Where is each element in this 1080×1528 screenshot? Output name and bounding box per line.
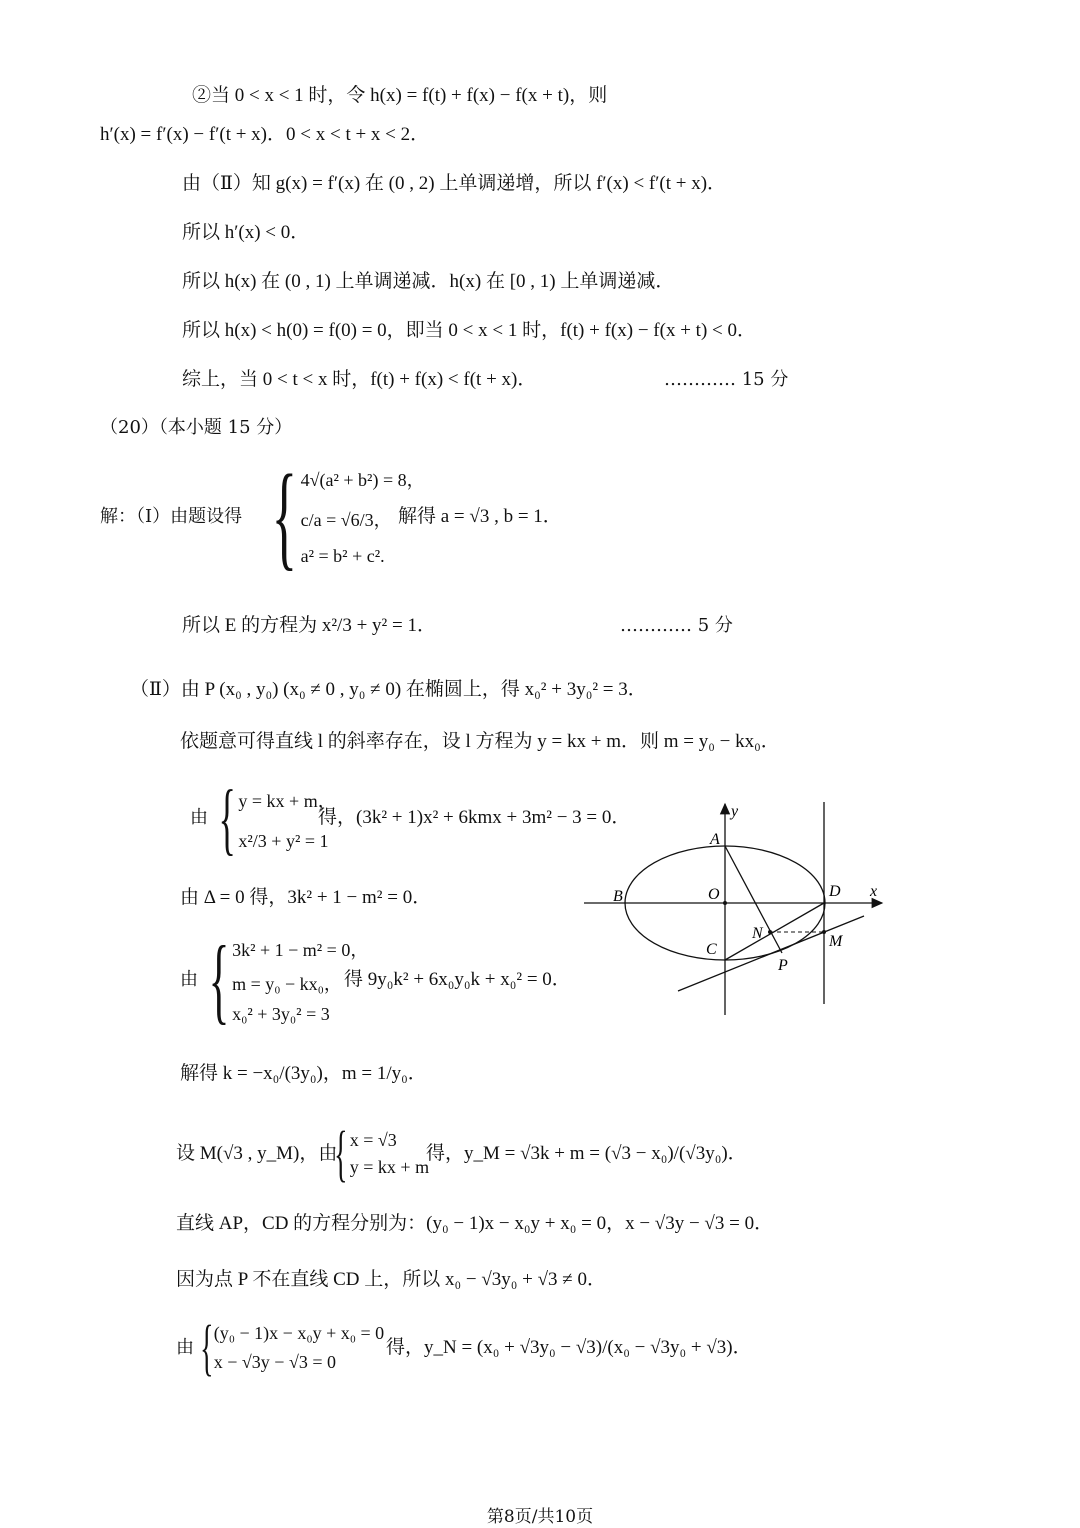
line-p-not-on-cd: 因为点 P 不在直线 CD 上，所以 x₀ − √3y₀ + √3 ≠ 0．	[176, 1269, 606, 1290]
system-2	[208, 775, 336, 863]
label-n: N	[752, 925, 763, 942]
line-delta: 由 Δ = 0 得，3k² + 1 − m² = 0．	[180, 887, 432, 908]
brace-symbol: {	[334, 1120, 348, 1188]
system-1-eq2: c/a = √6/3，	[300, 509, 392, 530]
label-c: C	[706, 941, 717, 958]
line-conclusion: 综上，当 0 < t < x 时，f(t) + f(x) < f(t + x)．	[182, 369, 537, 390]
system-4-prefix: 设 M(√3 , y_M)，由	[176, 1143, 338, 1164]
page-footer: 第8页/共10页	[486, 1507, 594, 1527]
brace-symbol: {	[218, 775, 236, 863]
brace-symbol: {	[271, 450, 298, 581]
line-hprime: h′(x) = f′(x) − f′(t + x)．0 < x < t + x < 2．	[100, 124, 430, 145]
solution-part1-result: 解得 a = √3 , b = 1．	[398, 506, 562, 527]
part2-intro: （Ⅱ）由 P (x₀ , y₀) (x₀ ≠ 0 , y₀ ≠ 0) 在椭圆上，得 x₀² + 3y₀² = 3．	[130, 679, 647, 700]
solution-part1-prefix: 解：（Ⅰ）由题设得	[100, 506, 243, 527]
label-o: O	[708, 886, 720, 903]
label-y: y	[731, 803, 739, 820]
label-a: A	[710, 831, 720, 848]
system-5-prefix: 由	[176, 1337, 194, 1358]
label-b: B	[613, 888, 623, 905]
line-h-decreasing: 所以 h(x) 在 (0 , 1) 上单调递减．h(x) 在 [0 , 1) 上单调递减．	[182, 271, 675, 292]
system-5	[192, 1316, 384, 1380]
system-4-eq2: y = kx + m	[349, 1157, 430, 1177]
system-3-eq2: m = y₀ − kx₀，	[232, 973, 342, 994]
system-2-eq2: x²/3 + y² = 1	[238, 830, 329, 851]
brace-symbol: {	[200, 1314, 214, 1382]
line-slope-exists: 依题意可得直线 l 的斜率存在，设 l 方程为 y = kx + m．则 m = y₀ − kx₀．	[180, 731, 780, 752]
system-1-eq3: a² = b² + c².	[300, 545, 385, 566]
system-3-result: 得 9y₀k² + 6x₀y₀k + x₀² = 0．	[344, 969, 571, 990]
line-solve-k-m: 解得 k = −x₀/(3y₀)，m = 1/y₀．	[180, 1063, 427, 1084]
label-m: M	[829, 933, 843, 950]
system-5-eq2: x − √3y − √3 = 0	[213, 1352, 336, 1372]
point-n	[768, 930, 772, 934]
line-ap-cd-equations: 直线 AP，CD 的方程分别为：(y₀ − 1)x − x₀y + x₀ = 0，x − √3y − √3 = 0．	[176, 1213, 774, 1234]
system-2-prefix: 由	[190, 807, 208, 828]
system-4-result: 得，y_M = √3k + m = (√3 − x₀)/(√3y₀)．	[426, 1143, 747, 1164]
label-x: x	[870, 883, 878, 900]
system-5-result: 得，y_N = (x₀ + √3y₀ − √3)/(x₀ − √3y₀ + √3)．	[386, 1337, 752, 1358]
ellipse-figure	[570, 790, 900, 1020]
system-3	[196, 926, 369, 1033]
score-5: ………… 5 分	[620, 615, 733, 636]
system-3-eq1: 3k² + 1 − m² = 0，	[232, 939, 369, 960]
system-4	[326, 1120, 430, 1188]
system-5-eq1: (y₀ − 1)x − x₀y + x₀ = 0	[213, 1323, 385, 1343]
problem-20-heading: （20）（本小题 15 分）	[100, 417, 293, 438]
system-4-eq1: x = √3	[349, 1130, 397, 1150]
system-2-result: 得，(3k² + 1)x² + 6kmx + 3m² − 3 = 0．	[318, 807, 631, 828]
label-p: P	[778, 957, 788, 974]
label-d: D	[829, 883, 841, 900]
score-15: ………… 15 分	[664, 369, 789, 390]
line-g-increasing: 由（Ⅱ）知 g(x) = f′(x) 在 (0 , 2) 上单调递增，所以 f′(x) < f′(t + x)．	[182, 173, 727, 194]
line-h-lt-zero: 所以 h(x) < h(0) = f(0) = 0，即当 0 < x < 1 时，f(t) + f(x) − f(x + t) < 0．	[182, 320, 756, 341]
system-3-eq3: x₀² + 3y₀² = 3	[232, 1003, 330, 1024]
brace-symbol: {	[208, 926, 230, 1033]
line-hprime-neg: 所以 h′(x) < 0．	[182, 222, 310, 243]
system-3-prefix: 由	[180, 969, 198, 990]
ellipse-equation: 所以 E 的方程为 x²/3 + y² = 1．	[182, 615, 436, 636]
point-origin	[723, 901, 727, 905]
system-2-eq1: y = kx + m，	[238, 790, 336, 811]
system-1-eq1: 4√(a² + b²) = 8，	[300, 469, 425, 490]
line-case2: ②当 0 < x < 1 时，令 h(x) = f(t) + f(x) − f(x + t)，则	[192, 85, 608, 106]
point-m	[822, 930, 826, 934]
